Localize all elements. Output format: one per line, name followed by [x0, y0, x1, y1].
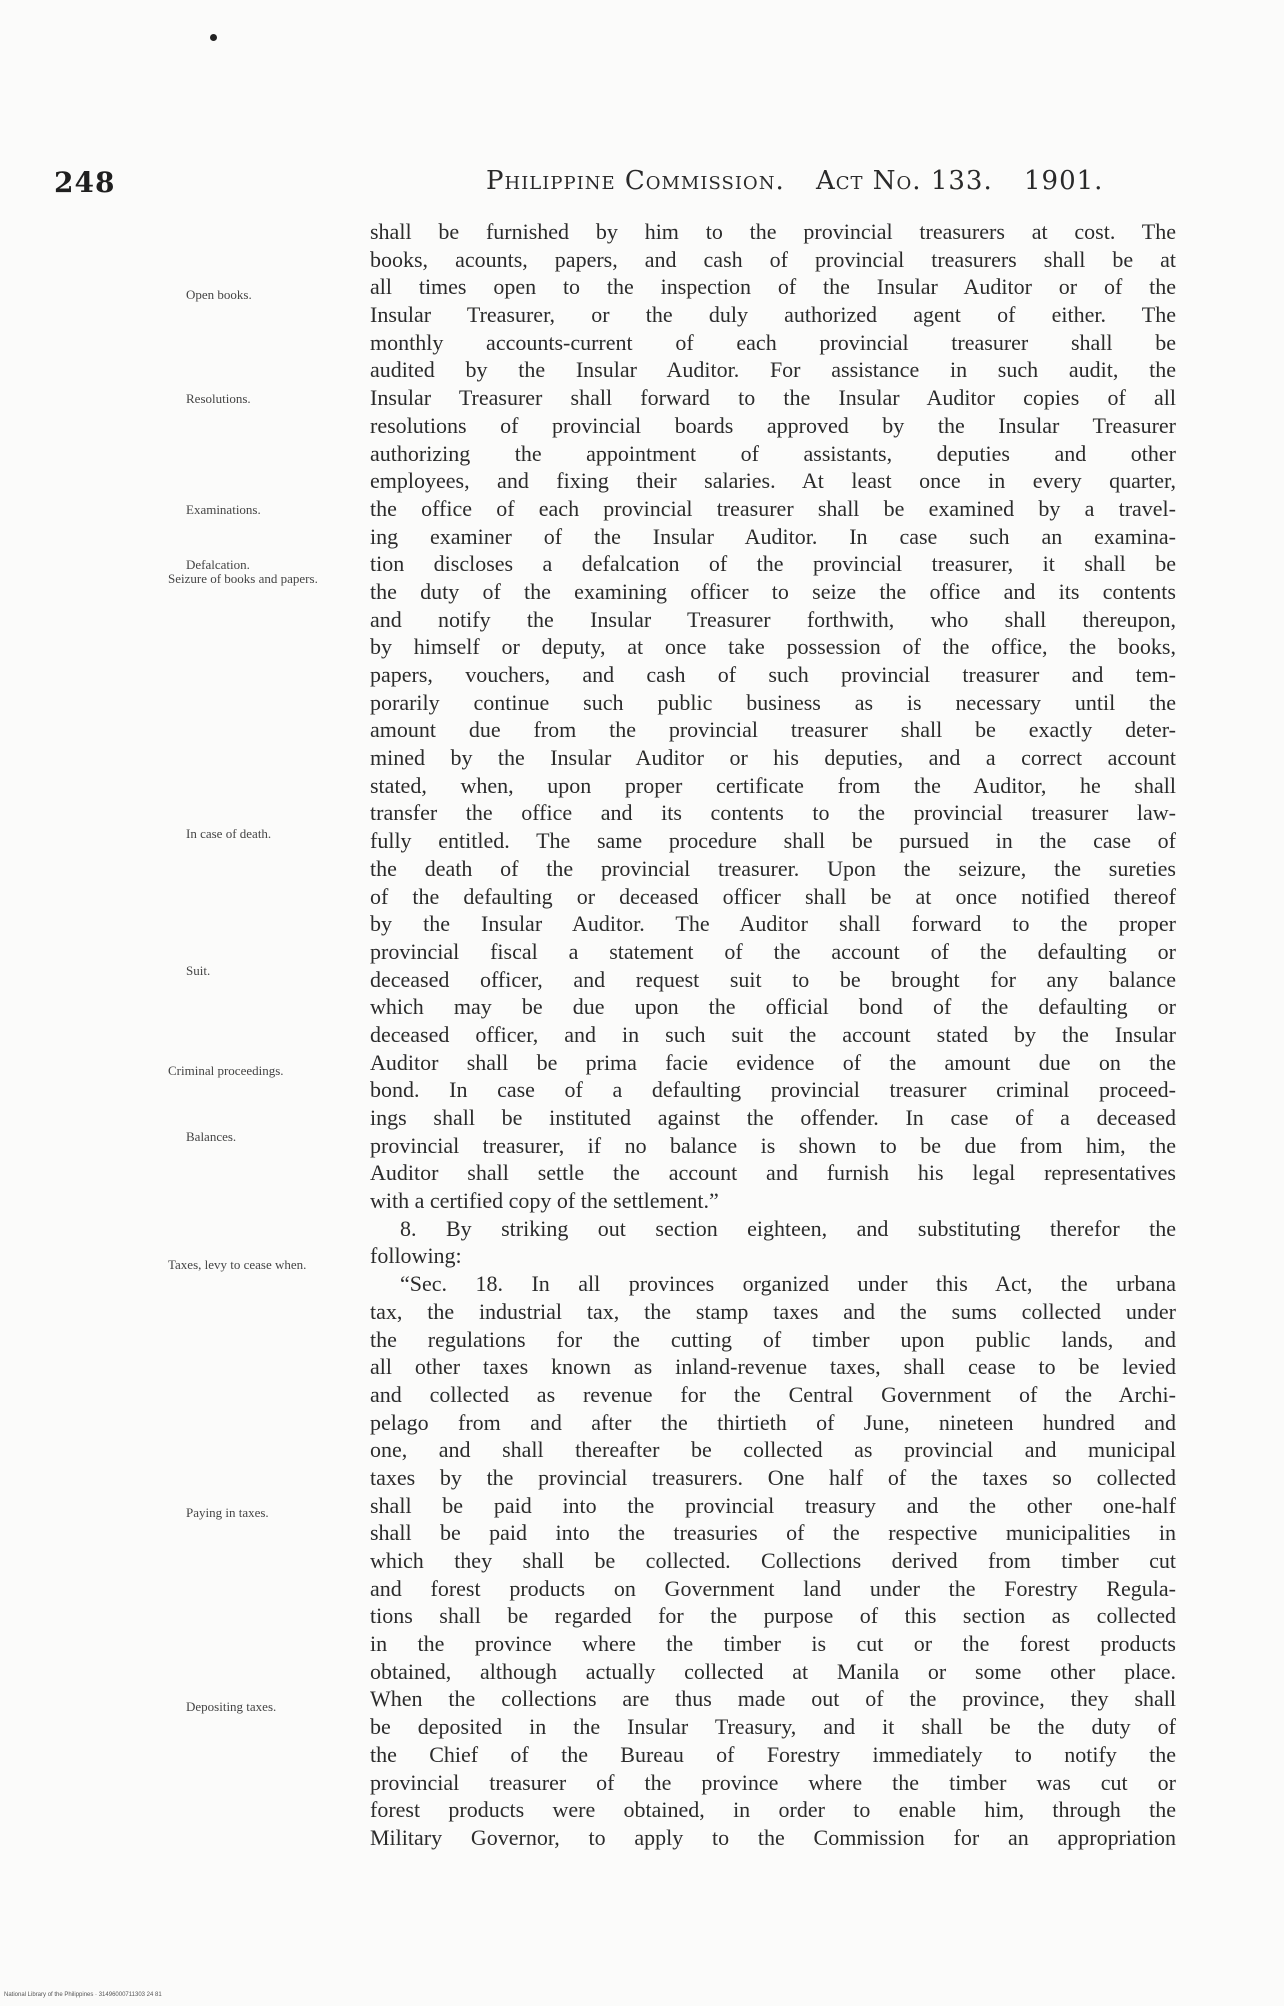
text-line: which may be due upon the official bond of the defaulting or — [370, 994, 1176, 1020]
text-line: books, acounts, papers, and cash of provincial treasurers shall be at — [370, 246, 1176, 272]
running-head-title: Philippine Commission. — [486, 166, 785, 196]
margin-note-resolutions: Resolutions. — [186, 391, 251, 406]
text-line: by himself or deputy, at once take possession of the office, the books, — [370, 634, 1176, 660]
margin-note-death: In case of death. — [186, 826, 272, 841]
text-line: and forest products on Government land under the Forestry Regula- — [370, 1575, 1176, 1601]
text-line: deceased officer, and in such suit the account stated by the Insular — [370, 1021, 1176, 1047]
text-line: provincial treasurer of the province where the timber was cut or — [370, 1769, 1176, 1795]
page-number: 248 — [54, 166, 116, 199]
text-line: pelago from and after the thirtieth of June, nineteen hundred and — [370, 1409, 1176, 1435]
margin-note-seizure: Seizure of books and papers. — [168, 571, 318, 586]
text-line: provincial treasurer, if no balance is shown to be due from him, the — [370, 1132, 1176, 1158]
text-line: forest products were obtained, in order to enable him, through the — [370, 1797, 1176, 1823]
running-head — [486, 166, 1125, 196]
margin-note-suit: Suit. — [186, 963, 211, 978]
margin-note-open-books: Open books. — [186, 287, 252, 302]
text-line: and notify the Insular Treasurer forthwith, who shall thereupon, — [370, 606, 1176, 632]
text-line: the Chief of the Bureau of Forestry immediately to notify the — [370, 1741, 1176, 1767]
text-line: Insular Treasurer, or the duly authorized agent of either. The — [370, 302, 1176, 328]
text-line: all times open to the inspection of the Insular Auditor or of the — [370, 274, 1176, 300]
text-line: be deposited in the Insular Treasury, and it shall be the duty of — [370, 1714, 1176, 1740]
text-line: of the defaulting or deceased officer shall be at once notified thereof — [370, 883, 1176, 909]
text-line: shall be paid into the provincial treasury and the other one-half — [370, 1492, 1176, 1518]
text-line: stated, when, upon proper certificate from the Auditor, he shall — [370, 772, 1176, 798]
text-line: in the province where the timber is cut or the forest products — [370, 1631, 1176, 1657]
text-line: taxes by the provincial treasurers. One half of the taxes so collected — [370, 1464, 1176, 1490]
text-line: mined by the Insular Auditor or his deputies, and a correct account — [370, 745, 1176, 771]
text-line: Auditor shall settle the account and furnish his legal representatives — [370, 1160, 1176, 1186]
margin-note-taxes-cease: Taxes, levy to cease when. — [168, 1257, 307, 1272]
margin-note-defalcation: Defalcation. — [186, 557, 250, 572]
text-line: tion discloses a defalcation of the provincial treasurer, it shall be — [370, 551, 1176, 577]
text-line: Military Governor, to apply to the Commission for an appropriation — [370, 1824, 1176, 1850]
text-line: resolutions of provincial boards approved by the Insular Treasurer — [370, 412, 1176, 438]
text-line: obtained, although actually collected at Manila or some other place. — [370, 1658, 1176, 1684]
ink-dot — [210, 34, 217, 41]
text-line: deceased officer, and request suit to be brought for any balance — [370, 966, 1176, 992]
text-line: which they shall be collected. Collections derived from timber cut — [370, 1548, 1176, 1573]
footer-source-note: National Library of the Philippines · 31496000711303 24 81 — [4, 1992, 162, 1998]
text-line: employees, and fixing their salaries. At least once in every quarter, — [370, 468, 1176, 494]
text-line: transfer the office and its contents to the provincial treasurer law- — [370, 800, 1176, 826]
text-line: amount due from the provincial treasurer shall be exactly deter- — [370, 717, 1176, 743]
text-line: “Sec. 18. In all provinces organized under this Act, the urbana — [400, 1271, 1176, 1297]
text-line: ing examiner of the Insular Auditor. In case such an examina- — [370, 523, 1176, 549]
body-text — [370, 218, 1176, 1852]
text-line: shall be furnished by him to the provincial treasurers at cost. The — [370, 219, 1176, 244]
text-line: When the collections are thus made out of the province, they shall — [370, 1686, 1176, 1712]
text-line: bond. In case of a defaulting provincial treasurer criminal proceed- — [370, 1077, 1176, 1103]
margin-note-examinations: Examinations. — [186, 502, 261, 517]
text-line: Auditor shall be prima facie evidence of the amount due on the — [370, 1049, 1176, 1075]
text-line: and collected as revenue for the Central Government of the Archi- — [370, 1381, 1176, 1407]
running-head-act: Act No. 133. — [815, 166, 993, 196]
text-line: fully entitled. The same procedure shall be pursued in the case of — [370, 828, 1176, 854]
text-line: tions shall be regarded for the purpose of this section as collected — [370, 1603, 1176, 1629]
margin-note-balances: Balances. — [186, 1129, 237, 1144]
text-line: one, and shall thereafter be collected as provincial and municipal — [370, 1437, 1176, 1463]
text-line: 8. By striking out section eighteen, and substituting therefor the — [400, 1215, 1176, 1241]
text-line: papers, vouchers, and cash of such provincial treasurer and tem- — [370, 662, 1176, 687]
margin-note-criminal: Criminal proceedings. — [168, 1063, 284, 1078]
text-line: tax, the industrial tax, the stamp taxes and the sums collected under — [370, 1298, 1176, 1324]
text-line: by the Insular Auditor. The Auditor shall forward to the proper — [370, 911, 1176, 937]
text-line: shall be paid into the treasuries of the respective municipalities in — [370, 1520, 1176, 1546]
text-line: porarily continue such public business as is necessary until the — [370, 689, 1176, 715]
margin-note-depositing-taxes: Depositing taxes. — [186, 1699, 277, 1714]
text-line: monthly accounts-current of each provincial treasurer shall be — [370, 329, 1176, 355]
text-line: following: — [370, 1243, 462, 1269]
text-line: all other taxes known as inland-revenue taxes, shall cease to be levied — [370, 1354, 1176, 1380]
text-line: with a certified copy of the settlement.” — [370, 1188, 719, 1214]
text-line: the regulations for the cutting of timber upon public lands, and — [370, 1326, 1176, 1352]
text-line: authorizing the appointment of assistants, deputies and other — [370, 440, 1176, 466]
text-line: audited by the Insular Auditor. For assistance in such audit, the — [370, 357, 1176, 383]
margin-note-paying-taxes: Paying in taxes. — [186, 1505, 269, 1520]
text-line: Insular Treasurer shall forward to the Insular Auditor copies of all — [370, 385, 1176, 411]
text-line: provincial fiscal a statement of the account of the defaulting or — [370, 938, 1176, 964]
running-head-year: 1901. — [1023, 166, 1104, 196]
text-line: ings shall be instituted against the offender. In case of a deceased — [370, 1105, 1176, 1130]
text-line: the death of the provincial treasurer. Upon the seizure, the sureties — [370, 855, 1176, 881]
text-line: the office of each provincial treasurer shall be examined by a travel- — [370, 495, 1176, 521]
text-line: the duty of the examining officer to seize the office and its contents — [370, 578, 1176, 604]
